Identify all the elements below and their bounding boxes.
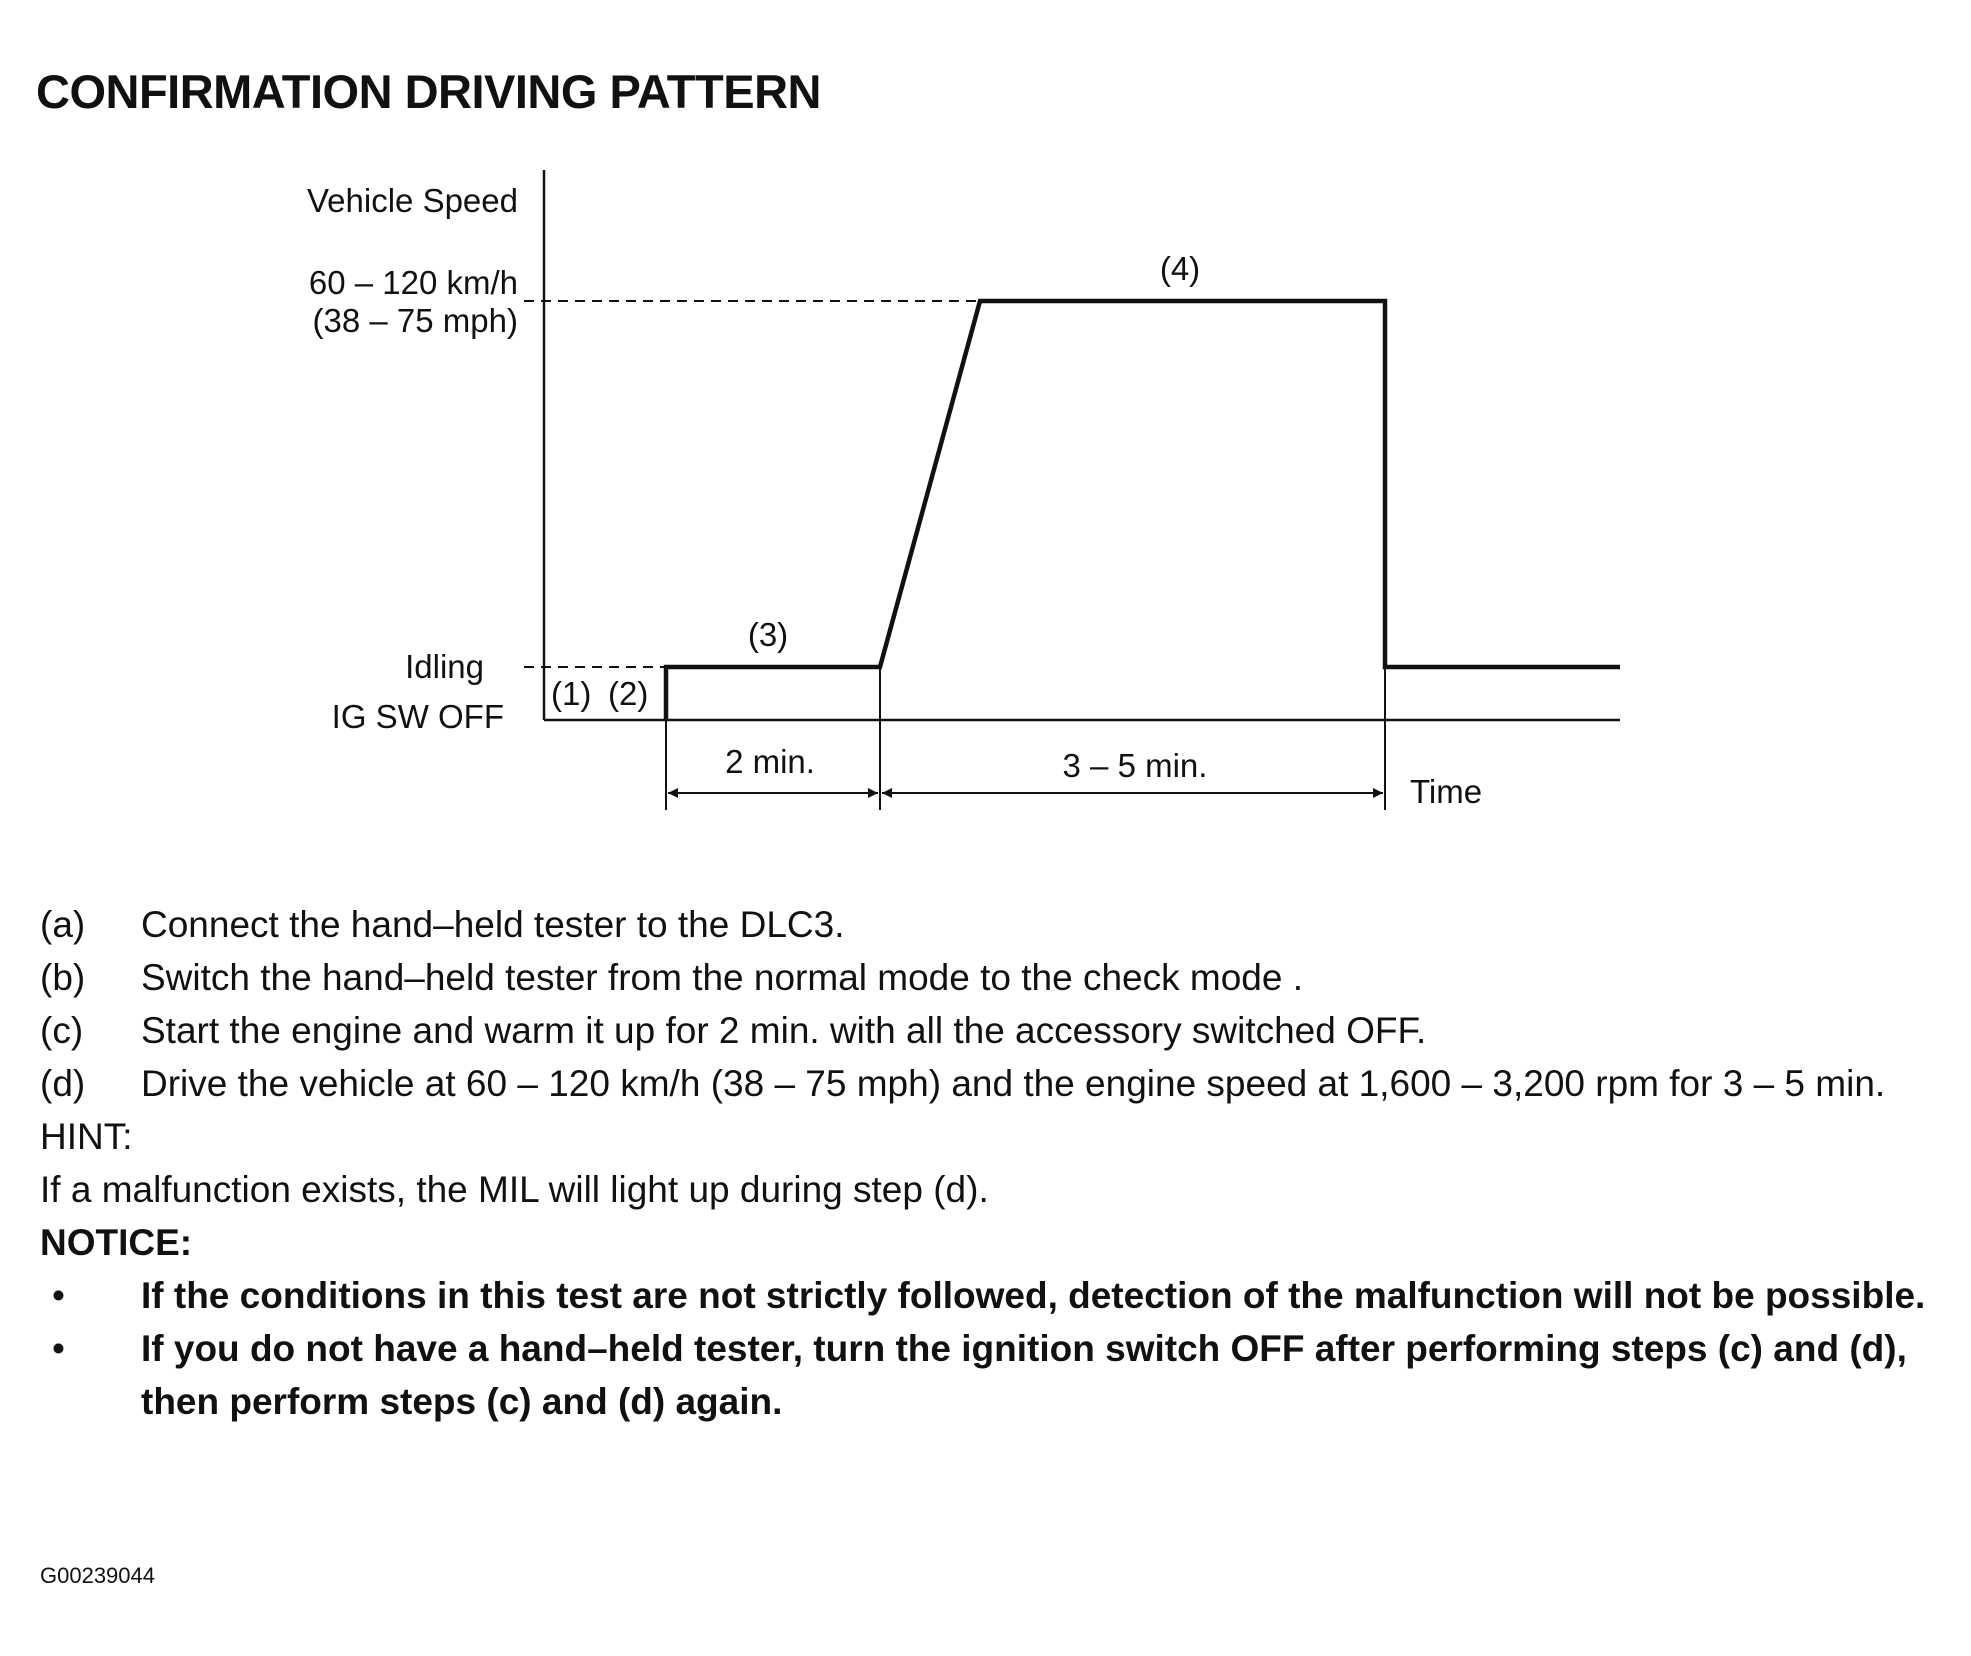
step-text: Switch the hand–held tester from the normal mode to the check mode . [141,957,1304,998]
step-text: Connect the hand–held tester to the DLC3. [141,904,845,945]
step-label-3: (3) [747,616,789,653]
step-text: Start the engine and warm it up for 2 min. with all the accessory switched OFF. [141,1010,1427,1051]
step-marker: (a) [40,904,86,945]
notice-item [40,1322,1945,1428]
procedure-step [40,898,1945,951]
x-axis-label: Time [1410,773,1483,810]
duration-label-2-min: 2 min. [725,743,815,780]
step-marker: (d) [40,1063,86,1104]
figure-code: G00239044 [40,1563,155,1588]
bullet-icon: • [52,1275,65,1316]
page-title: CONFIRMATION DRIVING PATTERN [36,65,821,118]
step-marker: (b) [40,957,86,998]
bullet-icon: • [52,1328,65,1369]
procedure-step [40,1057,1945,1110]
duration-label-3-5-min: 3 – 5 min. [1062,747,1208,784]
speed-high-label-kmh: 60 – 120 km/h [308,264,518,301]
hint-text: If a malfunction exists, the MIL will light up during step (d). [40,1169,989,1210]
step-label-1: (1) [551,675,592,712]
hint-heading: HINT: [40,1116,133,1157]
vehicle-speed-profile [666,301,1620,720]
notice-item [40,1269,1945,1322]
procedure-step [40,951,1945,1004]
speed-high-label-mph: (38 – 75 mph) [312,302,518,339]
notice-text: If the conditions in this test are not strictly followed, detection of the malfunction will not be possible. [141,1275,1926,1316]
step-label-2: (2) [608,675,649,712]
ig-sw-off-label: IG SW OFF [331,698,504,735]
y-axis-label: Vehicle Speed [306,182,518,219]
procedure-text [40,898,1945,1428]
step-label-4: (4) [1159,250,1201,287]
notice-text: If you do not have a hand–held tester, turn the ignition switch OFF after performing steps (c) and (d), then perform steps (c) and (d) again. [141,1328,1907,1422]
step-marker: (c) [40,1010,84,1051]
notice-heading: NOTICE: [40,1222,193,1263]
procedure-step [40,1004,1945,1057]
idling-label: Idling [405,648,484,685]
step-text: Drive the vehicle at 60 – 120 km/h (38 – 75 mph) and the engine speed at 1,600 – 3,200 rpm for 3 – 5 min. [141,1063,1886,1104]
